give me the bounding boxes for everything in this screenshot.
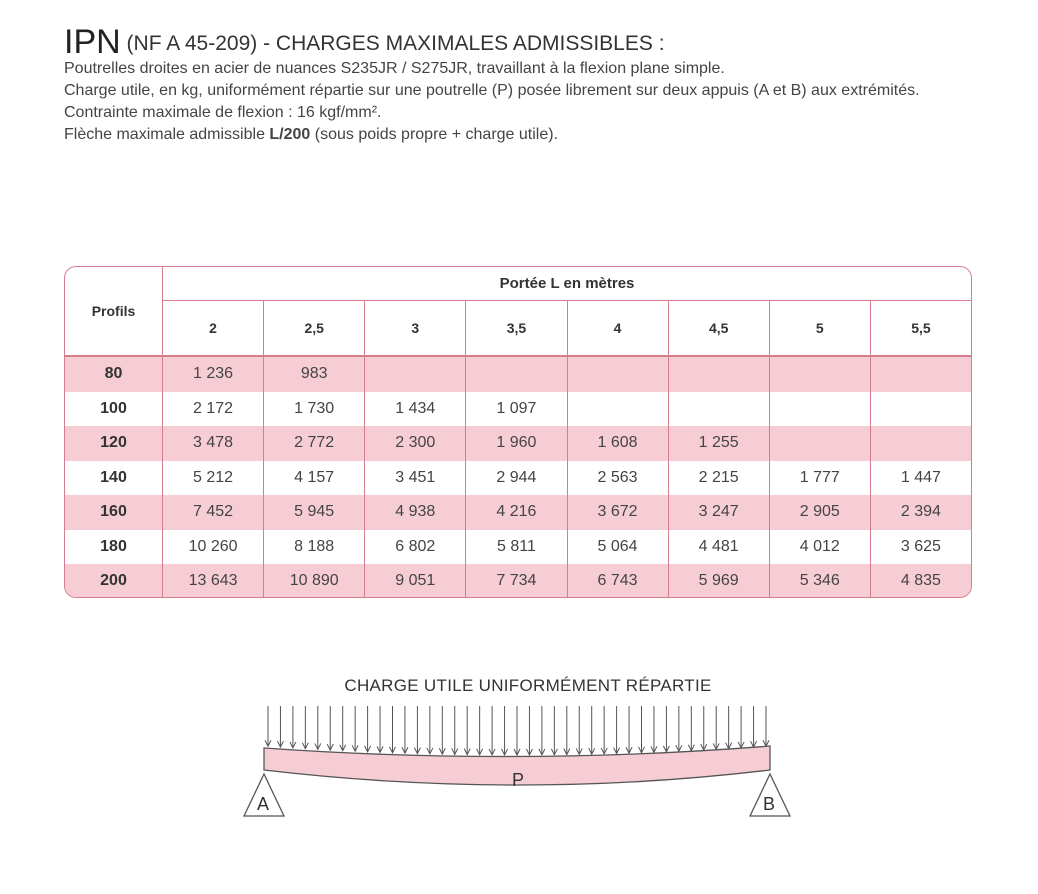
load-value-cell: 10 890 [264,564,365,598]
load-value-cell: 2 172 [163,392,264,427]
load-value-cell [871,426,971,461]
span-header-cell: 4 [568,301,669,355]
table-row [65,530,971,565]
load-value-cell: 8 188 [264,530,365,565]
span-header-cell: 3,5 [466,301,567,355]
page-title [64,23,994,61]
profil-cell: 120 [65,426,163,461]
load-value-cell: 4 481 [669,530,770,565]
table-row [65,495,971,530]
description-line-4 [64,124,994,146]
load-value-cell: 4 835 [900,572,941,590]
load-value-cell: 1 255 [669,426,770,461]
support-a-label: A [257,794,270,814]
span-header-cell: 3 [365,301,466,355]
load-value-cell: 7 452 [163,495,264,530]
table-row [65,564,971,598]
load-value-cell: 1 236 [163,357,264,392]
load-value-cell: 1 960 [466,426,567,461]
load-value-cell: 2 300 [365,426,466,461]
description-line-1: Poutrelles droites en acier de nuances S235JR / S275JR, travaillant à la flexion plane simple. [64,60,725,77]
load-value-cell: 1 777 [770,461,871,496]
load-value-cell: 3 451 [365,461,466,496]
title-ipn: IPN [64,23,121,61]
load-value-cell: 983 [264,357,365,392]
load-value-cell: 3 478 [163,426,264,461]
load-value-cell: 13 643 [163,564,264,598]
profils-header: Profils [65,267,163,355]
load-arrows [265,706,769,755]
load-value-cell: 5 346 [770,564,871,598]
profil-cell: 200 [65,564,163,598]
beam-label: P [512,770,525,790]
span-header-cell: 5,5 [911,320,931,336]
load-value-cell: 4 157 [264,461,365,496]
support-b-label: B [763,794,776,814]
span-header-cell: 5 [770,301,871,355]
load-value-cell [770,426,871,461]
load-value-cell [770,392,871,427]
load-value-cell: 9 051 [365,564,466,598]
table-row [65,426,971,461]
deflection-text: Flèche maximale admissible [64,126,270,143]
load-value-cell: 4 012 [770,530,871,565]
load-value-cell [365,357,466,392]
portee-header: Portée L en mètres [163,267,971,301]
load-value-cell: 5 212 [163,461,264,496]
deflection-note: (sous poids propre + charge utile). [310,126,559,143]
description-line-2: Charge utile, en kg, uniformément répartie sur une poutrelle (P) posée librement sur deux appuis (A et B) aux extrémités. [64,82,920,99]
load-table [64,266,972,598]
load-value-cell [568,392,669,427]
load-value-cell: 1 730 [264,392,365,427]
table-row [65,357,971,392]
load-value-cell: 5 945 [264,495,365,530]
title-standard: (NF A 45-209) - CHARGES MAXIMALES ADMISSIBLES : [126,32,665,55]
table-row [65,461,971,496]
profil-cell: 80 [65,357,163,392]
load-value-cell: 3 672 [568,495,669,530]
load-value-cell: 5 811 [466,530,567,565]
load-value-cell: 2 905 [770,495,871,530]
load-value-cell: 6 743 [568,564,669,598]
deflection-ratio: L/200 [269,126,311,143]
load-value-cell: 1 434 [365,392,466,427]
load-value-cell: 2 394 [900,503,941,521]
load-value-cell: 2 944 [466,461,567,496]
span-header-cell: 2,5 [264,301,365,355]
load-value-cell: 4 216 [466,495,567,530]
span-header-cell: 4,5 [669,301,770,355]
load-value-cell: 5 969 [669,564,770,598]
span-header-row [163,301,971,355]
table-row [65,392,971,427]
load-value-cell: 2 563 [568,461,669,496]
load-value-cell [466,357,567,392]
load-value-cell [568,357,669,392]
load-value-cell: 4 938 [365,495,466,530]
load-value-cell: 1 097 [466,392,567,427]
load-value-cell: 5 064 [568,530,669,565]
load-value-cell [871,357,971,392]
document-header [64,23,994,146]
load-value-cell: 2 772 [264,426,365,461]
span-header-cell: 2 [163,301,264,355]
load-value-cell: 2 215 [669,461,770,496]
load-value-cell: 1 447 [900,468,941,486]
charge-label: CHARGE UTILE UNIFORMÉMENT RÉPARTIE [344,676,712,695]
load-value-cell [871,392,971,427]
beam-diagram [230,670,820,840]
description-line-3: Contrainte maximale de flexion : 16 kgf/mm². [64,104,382,121]
load-value-cell: 10 260 [163,530,264,565]
load-value-cell: 3 625 [900,537,941,555]
profil-cell: 100 [65,392,163,427]
table-body [65,355,971,597]
load-value-cell: 1 608 [568,426,669,461]
load-value-cell [669,357,770,392]
load-value-cell: 7 734 [466,564,567,598]
load-value-cell: 3 247 [669,495,770,530]
load-value-cell [669,392,770,427]
profil-cell: 180 [65,530,163,565]
profil-cell: 140 [65,461,163,496]
load-value-cell: 6 802 [365,530,466,565]
load-value-cell [770,357,871,392]
profil-cell: 160 [65,495,163,530]
